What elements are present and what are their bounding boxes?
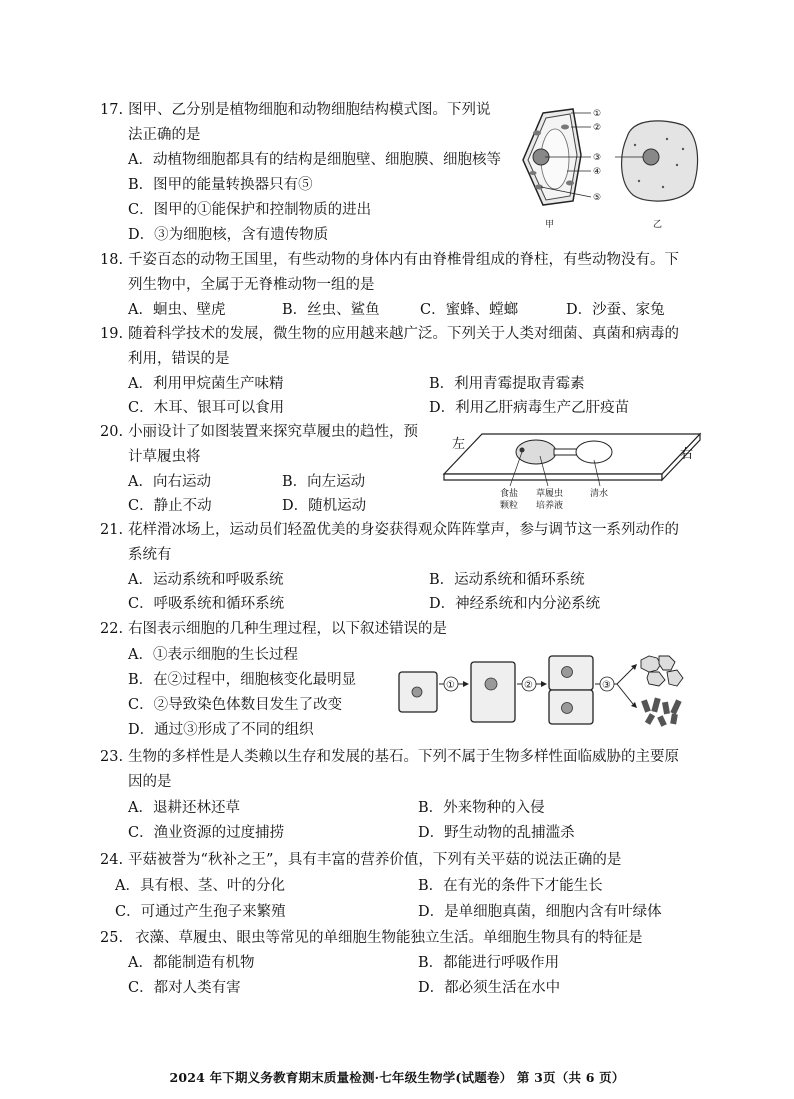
question-21-option-a: A．运动系统和呼吸系统 [128,572,284,588]
question-25-option-a: A．都能制造有机物 [128,955,255,971]
question-23-stem-line-2: 因的是 [128,774,172,790]
question-23-option-c: C．渔业资源的过度捕捞 [128,825,285,841]
question-18-stem-line-1: 18. 千姿百态的动物王国里，有些动物的身体内有由脊椎骨组成的脊柱，有些动物没有。下 [100,252,680,268]
question-17-number: 17. [100,102,124,118]
paramecium-slide-figure [442,428,702,514]
question-19-option-d: D．利用乙肝病毒生产乙肝疫苗 [429,400,630,416]
question-19-number: 19. [100,326,124,342]
tissue-lower [641,697,682,726]
question-17-option-c: C．图甲的①能保护和控制物质的进出 [128,202,372,218]
chloroplast [561,125,569,130]
question-25-option-d: D．都必须生活在水中 [418,980,561,996]
page-footer: 2024 年下期义务教育期末质量检测·七年级生物学(试题卷） 第 3页（共 6 页） [169,1070,625,1085]
question-18-option-c: C．蜜蜂、螳螂 [420,302,519,318]
question-24-stem-line-1: 24. 平菇被誉为“秋补之王”，具有丰富的营养价值，下列有关平菇的说法正确的是 [100,852,622,868]
label-paramecium-1: 草履虫 [536,489,564,499]
question-24-option-a: A．具有根、茎、叶的分化 [115,878,285,894]
glass-slide-edge [444,474,662,480]
question-22-stem-line-1: 22. 右图表示细胞的几种生理过程，以下叙述错误的是 [100,621,448,637]
cell-structure-figure [515,105,715,233]
question-21-stem-line-2: 系统有 [128,547,172,563]
process-label-1: ① [446,680,455,691]
animal-cell [622,121,698,201]
question-21-stem-line-1: 21. 花样滑冰场上，运动员们轻盈优美的身姿获得观众阵阵掌声，参与调节这一系列动作的 [100,522,680,538]
label-5: ⑤ [593,193,602,203]
label-salt-1: 食盐 [500,489,519,499]
chloroplast [566,181,574,186]
question-21-option-d: D．神经系统和内分泌系统 [429,596,601,612]
question-22-option-b: B．在②过程中，细胞核变化最明显 [128,672,357,688]
question-23-option-b: B．外来物种的入侵 [418,800,545,816]
question-25-stem-line-1: 25. 衣藻、草履虫、眼虫等常见的单细胞生物能独立生活。单细胞生物具有的特征是 [100,930,643,946]
salt-grain [520,448,525,453]
label-left: 左 [452,437,466,452]
water-drop-right [576,441,612,463]
question-17-option-d: D．③为细胞核，含有遗传物质 [128,227,329,243]
label-right: 右 [680,447,694,462]
label-paramecium-2: 培养液 [536,501,564,511]
question-23-stem-line-1: 23. 生物的多样性是人类赖以生存和发展的基石。下列不属于生物多样性面临威胁的主要原 [100,749,680,765]
question-18-option-a: A．蛔虫、壁虎 [128,302,226,318]
question-21-option-b: B．运动系统和循环系统 [429,572,585,588]
question-20-option-a: A．向右运动 [128,474,211,490]
question-18-option-d: D．沙蚕、家兔 [566,302,665,318]
question-17-option-a: A．动植物细胞都具有的结构是细胞壁、细胞膜、细胞核等 [128,152,501,168]
question-22-option-c: C．②导致染色体数目发生了改变 [128,697,343,713]
process-label-2: ② [524,680,533,691]
caption-jia: 甲 [545,220,555,230]
cell-processes-figure [395,650,695,730]
animal-nucleus [643,149,659,165]
question-19-stem-line-2: 利用，错误的是 [128,351,230,367]
question-23-number: 23. [100,749,124,765]
question-20-option-b: B．向左运动 [282,474,366,490]
question-24-number: 24. [100,852,124,868]
tissue-upper [641,656,683,686]
question-18-stem-line-2: 列生物中，全属于无脊椎动物一组的是 [128,277,375,293]
question-18-option-b: B．丝虫、鲨鱼 [282,302,380,318]
label-1: ① [593,109,602,119]
question-20-option-c: C．静止不动 [128,498,212,514]
question-19-option-a: A．利用甲烷菌生产味精 [128,376,284,392]
question-17-stem-line-2: 法正确的是 [128,127,201,143]
question-20-option-d: D．随机运动 [282,498,367,514]
chloroplast [533,131,541,136]
question-20-stem-line-1: 20. 小丽设计了如图装置来探究草履虫的趋性，预 [100,424,419,440]
label-2: ② [593,123,602,133]
question-19-option-b: B．利用青霉提取青霉素 [429,376,585,392]
chloroplast [530,171,537,175]
question-25-option-b: B．都能进行呼吸作用 [418,955,560,971]
nucleus-small [412,687,422,697]
question-25-number: 25. [100,930,124,946]
question-22-option-d: D．通过③形成了不同的组织 [128,722,314,738]
question-17-option-b: B．图甲的能量转换器只有⑤ [128,177,313,193]
question-23-option-a: A．退耕还林还草 [128,800,240,816]
question-21-option-c: C．呼吸系统和循环系统 [128,596,285,612]
process-label-3: ③ [602,680,611,691]
question-23-option-d: D．野生动物的乱捕滥杀 [418,825,575,841]
question-25-option-c: C．都对人类有害 [128,980,241,996]
question-19-option-c: C．木耳、银耳可以食用 [128,400,285,416]
question-20-stem-line-2: 计草履虫将 [128,449,201,465]
label-3: ③ [593,153,602,163]
label-salt-2: 颗粒 [500,501,519,511]
question-18-number: 18. [100,252,124,268]
question-17-stem-line-1: 17. 图甲、乙分别是植物细胞和动物细胞结构模式图。下列说 [100,102,491,118]
question-24-option-c: C．可通过产生孢子来繁殖 [115,904,286,920]
question-19-stem-line-1: 19. 随着科学技术的发展，微生物的应用越来越广泛。下列关于人类对细菌、真菌和病毒的 [100,326,680,342]
question-20-number: 20. [100,424,124,440]
question-24-option-d: D．是单细胞真菌，细胞内含有叶绿体 [418,904,662,920]
cell-grown [471,662,515,722]
label-water: 清水 [590,489,609,499]
nucleus-grown [485,678,497,690]
question-22-option-a: A．①表示细胞的生长过程 [128,647,298,663]
label-4: ④ [593,167,602,177]
question-21-number: 21. [100,522,124,538]
caption-yi: 乙 [653,220,663,230]
question-22-number: 22. [100,621,124,637]
question-24-option-b: B．在有光的条件下才能生长 [418,878,603,894]
